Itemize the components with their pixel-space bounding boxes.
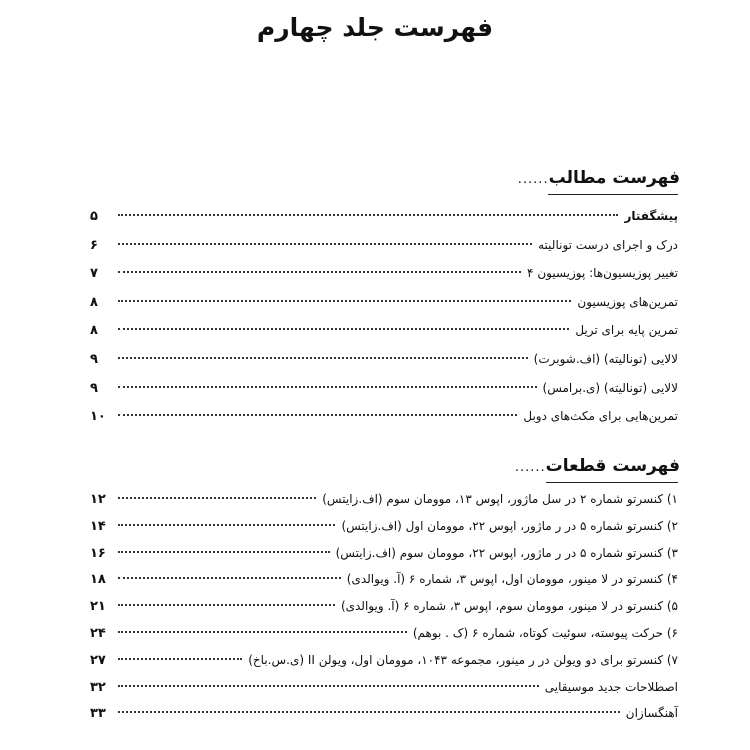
entry-title: ۲) کنسرتو شماره ۵ در ر ماژور، اپوس ۲۲، موومان اول (اف.زایتس)	[341, 518, 678, 533]
dot-leader	[118, 271, 521, 273]
list-item	[90, 513, 678, 540]
list-item	[90, 231, 678, 260]
list-item	[90, 566, 678, 593]
list-item	[90, 700, 678, 727]
list-item	[90, 402, 678, 431]
entry-title: ۴) کنسرتو در لا مینور، موومان اول، اپوس ۳، شماره ۶ (آ. ویوالدی)	[346, 572, 678, 587]
contents-heading	[90, 164, 680, 192]
dot-leader	[118, 631, 407, 633]
contents-heading-text: فهرست مطالب	[548, 168, 680, 188]
list-item	[90, 259, 678, 288]
contents-heading-rule	[548, 194, 678, 195]
dot-leader	[118, 497, 316, 499]
entry-page-number: ۲۷	[90, 652, 106, 668]
pieces-heading-dots: ......	[514, 460, 546, 475]
entry-page-number: ۲۴	[90, 625, 106, 641]
entry-title: تمرین پایه برای تریل	[575, 323, 678, 338]
contents-heading-dots: ......	[517, 172, 549, 187]
dot-leader	[118, 524, 335, 526]
list-item	[90, 288, 678, 317]
dot-leader	[118, 577, 341, 579]
entry-page-number: ۳۲	[90, 679, 106, 695]
entry-page-number: ۹	[90, 351, 98, 367]
pieces-heading-text: فهرست قطعات	[545, 456, 680, 476]
contents-section	[90, 164, 680, 425]
pieces-list	[90, 486, 678, 727]
entry-title: ۱) کنسرتو شماره ۲ در سل ماژور، اپوس ۱۳، موومان سوم (اف.زایتس)	[322, 492, 678, 506]
entry-page-number: ۷	[90, 266, 98, 282]
dot-leader	[118, 711, 620, 713]
page-title: فهرست جلد چهارم	[256, 13, 494, 42]
entry-title: آهنگسازان	[625, 706, 678, 721]
entry-title: پیشگفتار	[624, 209, 678, 223]
entry-title: ۵) کنسرتو در لا مینور، موومان سوم، اپوس ۳، شماره ۶ (آ. ویوالدی)	[340, 599, 678, 614]
list-item	[90, 674, 678, 701]
dot-leader	[118, 357, 528, 359]
entry-title: درک و اجرای درست تونالیته	[538, 237, 678, 252]
dot-leader	[118, 551, 330, 553]
entry-page-number: ۹	[90, 380, 98, 396]
entry-page-number: ۱۲	[90, 492, 106, 507]
dot-leader	[118, 214, 618, 216]
list-item	[90, 647, 678, 674]
entry-page-number: ۱۸	[90, 572, 106, 588]
dot-leader	[118, 414, 517, 416]
pieces-heading-rule	[546, 482, 678, 483]
entry-page-number: ۵	[90, 209, 98, 224]
entry-title: ۶) حرکت پیوسته، سوئیت کوتاه، شماره ۶ (ک . بوهم)	[412, 625, 678, 640]
entry-title: اصطلاحات جدید موسیقایی	[544, 679, 678, 694]
dot-leader	[118, 658, 242, 660]
pieces-heading	[90, 452, 680, 480]
entry-title: تمرین‌هایی برای مکث‌های دوبل	[523, 409, 678, 424]
entry-page-number: ۸	[90, 294, 98, 310]
entry-title: تمرین‌های پوزیسیون	[577, 294, 678, 309]
list-item	[90, 202, 678, 231]
list-item	[90, 316, 678, 345]
entry-page-number: ۱۴	[90, 518, 106, 534]
dot-leader	[118, 328, 569, 330]
entry-title: لالایی (تونالیته) (اف.شوبرت)	[533, 351, 678, 366]
list-item	[90, 620, 678, 647]
list-item	[90, 345, 678, 374]
dot-leader	[118, 685, 539, 687]
entry-title: ۳) کنسرتو شماره ۵ در ر ماژور، اپوس ۲۲، موومان سوم (اف.زایتس)	[335, 545, 678, 560]
dot-leader	[118, 604, 335, 606]
entry-page-number: ۱۰	[90, 409, 106, 425]
dot-leader	[118, 300, 571, 302]
pieces-section	[90, 452, 680, 722]
list-item	[90, 540, 678, 567]
list-item	[90, 374, 678, 403]
list-item	[90, 593, 678, 620]
entry-title: تغییر پوزیسیون‌ها: پوزیسیون ۴	[527, 266, 678, 281]
entry-page-number: ۳۳	[90, 706, 106, 722]
entry-title: ۷) کنسرتو برای دو ویولن در ر مینور، مجموعه ۱۰۴۳، موومان اول، ویولن II (ی.س.باخ)	[248, 652, 678, 667]
contents-list	[90, 202, 678, 431]
entry-page-number: ۸	[90, 323, 98, 339]
dot-leader	[118, 386, 537, 388]
entry-page-number: ۲۱	[90, 599, 106, 615]
entry-title: لالایی (تونالیته) (ی.برامس)	[542, 380, 678, 395]
dot-leader	[118, 243, 532, 245]
entry-page-number: ۱۶	[90, 545, 106, 561]
list-item	[90, 486, 678, 513]
entry-page-number: ۶	[90, 237, 98, 253]
